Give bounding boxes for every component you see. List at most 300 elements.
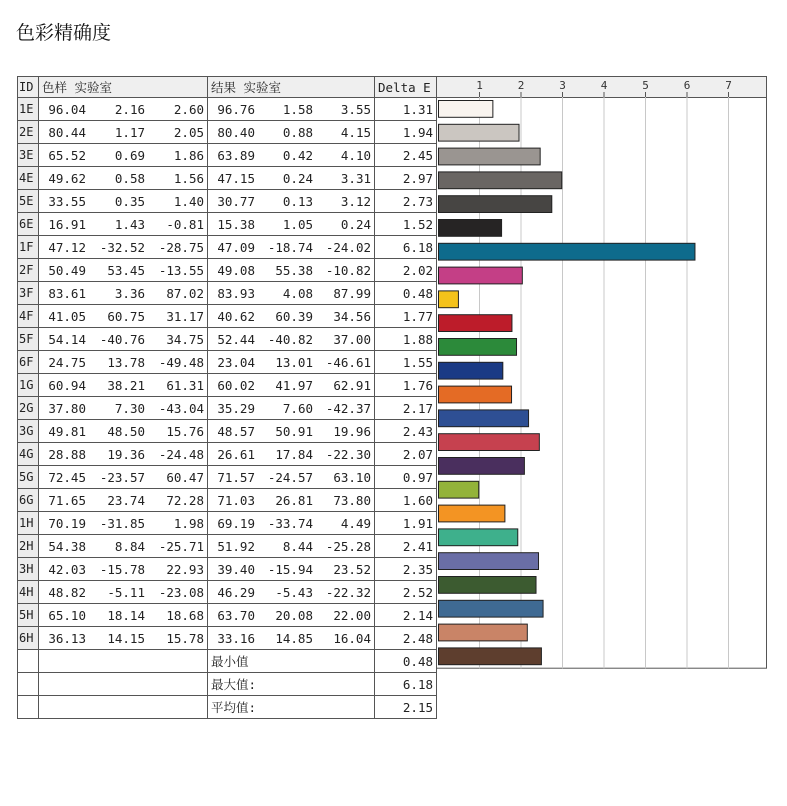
result-a-value: 1.05 [282, 216, 313, 232]
result-lab-values [208, 374, 375, 397]
result-b-value: -42.37 [325, 400, 371, 416]
sample-l-value: 54.38 [48, 538, 86, 554]
delta-e-value: 2.02 [375, 259, 437, 282]
bar-2g [439, 410, 529, 427]
table-row [18, 581, 437, 604]
result-a-value: -24.57 [267, 469, 313, 485]
bar-2f [439, 267, 523, 284]
result-l-value: 69.19 [217, 515, 255, 531]
result-a-value: 14.85 [275, 630, 313, 646]
result-lab-values [208, 397, 375, 420]
delta-e-table [17, 76, 437, 719]
sample-l-value: 70.19 [48, 515, 86, 531]
result-lab-values [208, 420, 375, 443]
result-a-value: 0.88 [282, 124, 313, 140]
table-row [18, 213, 437, 236]
table-row [18, 374, 437, 397]
bar-5h [439, 624, 528, 641]
patch-id: 3F [18, 282, 39, 305]
sample-lab-values [39, 351, 208, 374]
patch-id: 1E [18, 98, 39, 121]
sample-lab-values [39, 190, 208, 213]
sample-b-value: -28.75 [158, 239, 204, 255]
result-b-value: 16.04 [333, 630, 371, 646]
result-l-value: 63.70 [217, 607, 255, 623]
result-l-value: 47.09 [217, 239, 255, 255]
sample-l-value: 60.94 [48, 377, 86, 393]
sample-l-value: 72.45 [48, 469, 86, 485]
sample-lab-values [39, 512, 208, 535]
summary-row [18, 673, 437, 696]
result-lab-values [208, 305, 375, 328]
sample-a-value: -23.57 [99, 469, 145, 485]
tick-label: 1 [476, 79, 483, 92]
delta-e-value: 0.97 [375, 466, 437, 489]
result-l-value: 48.57 [217, 423, 255, 439]
sample-l-value: 71.65 [48, 492, 86, 508]
table-row [18, 420, 437, 443]
bar-1h [439, 529, 518, 546]
table-row [18, 144, 437, 167]
result-a-value: 1.58 [282, 101, 313, 117]
result-b-value: 3.55 [340, 101, 371, 117]
sample-lab-values [39, 167, 208, 190]
header-delta-e: Delta E [375, 77, 437, 98]
delta-e-value: 2.45 [375, 144, 437, 167]
patch-id: 5E [18, 190, 39, 213]
result-b-value: -25.28 [325, 538, 371, 554]
result-b-value: 19.96 [333, 423, 371, 439]
sample-a-value: 0.35 [114, 193, 145, 209]
sample-lab-values [39, 581, 208, 604]
result-l-value: 80.40 [217, 124, 255, 140]
sample-lab-values [39, 328, 208, 351]
delta-e-value: 1.76 [375, 374, 437, 397]
result-b-value: 4.49 [340, 515, 371, 531]
sample-a-value: 23.74 [107, 492, 145, 508]
summary-blank [18, 696, 39, 719]
sample-b-value: 87.02 [166, 285, 204, 301]
sample-a-value: -40.76 [99, 331, 145, 347]
result-a-value: 4.08 [282, 285, 313, 301]
delta-e-bar-chart [436, 76, 767, 797]
result-a-value: -33.74 [267, 515, 313, 531]
table-row [18, 627, 437, 650]
result-a-value: 0.13 [282, 193, 313, 209]
sample-b-value: 1.98 [173, 515, 204, 531]
result-b-value: 3.31 [340, 170, 371, 186]
bar-5f [439, 339, 517, 356]
table-row [18, 466, 437, 489]
sample-a-value: 1.43 [114, 216, 145, 232]
sample-l-value: 36.13 [48, 630, 86, 646]
delta-e-value: 1.55 [375, 351, 437, 374]
sample-lab-values [39, 604, 208, 627]
bar-1g [439, 386, 512, 403]
sample-a-value: 19.36 [107, 446, 145, 462]
result-a-value: -40.82 [267, 331, 313, 347]
sample-a-value: -32.52 [99, 239, 145, 255]
result-l-value: 96.76 [217, 101, 255, 117]
sample-b-value: 18.68 [166, 607, 204, 623]
result-lab-values [208, 144, 375, 167]
table-row [18, 443, 437, 466]
tick-label: 4 [600, 79, 608, 92]
sample-lab-values [39, 121, 208, 144]
sample-lab-values [39, 144, 208, 167]
sample-l-value: 41.05 [48, 308, 86, 324]
result-lab-values [208, 167, 375, 190]
result-b-value: -22.30 [325, 446, 371, 462]
result-a-value: 20.08 [275, 607, 313, 623]
sample-b-value: 1.86 [173, 147, 204, 163]
sample-l-value: 96.04 [48, 101, 86, 117]
bar-6h [439, 648, 542, 665]
delta-e-value: 2.97 [375, 167, 437, 190]
result-b-value: 62.91 [333, 377, 371, 393]
result-l-value: 60.02 [217, 377, 255, 393]
sample-a-value: 38.21 [107, 377, 145, 393]
sample-lab-values [39, 489, 208, 512]
summary-blank [39, 696, 208, 719]
tick-label: 3 [559, 79, 566, 92]
sample-lab-values [39, 236, 208, 259]
sample-b-value: 15.76 [166, 423, 204, 439]
result-b-value: 0.24 [340, 216, 371, 232]
result-a-value: -5.43 [275, 584, 313, 600]
result-l-value: 33.16 [217, 630, 255, 646]
result-lab-values [208, 535, 375, 558]
patch-id: 4E [18, 167, 39, 190]
result-l-value: 47.15 [217, 170, 255, 186]
result-lab-values [208, 98, 375, 121]
sample-lab-values [39, 535, 208, 558]
patch-id: 2F [18, 259, 39, 282]
patch-id: 5G [18, 466, 39, 489]
sample-l-value: 16.91 [48, 216, 86, 232]
sample-a-value: 7.30 [114, 400, 145, 416]
result-a-value: 26.81 [275, 492, 313, 508]
delta-e-value: 2.52 [375, 581, 437, 604]
summary-value: 6.18 [375, 673, 437, 696]
table-row [18, 489, 437, 512]
result-lab-values [208, 489, 375, 512]
result-a-value: -18.74 [267, 239, 313, 255]
summary-label: 最小值 [208, 650, 375, 673]
sample-lab-values [39, 420, 208, 443]
patch-id: 3H [18, 558, 39, 581]
header-id: ID [18, 77, 39, 98]
bar-4g [439, 458, 525, 475]
delta-e-value: 1.94 [375, 121, 437, 144]
delta-e-value: 2.17 [375, 397, 437, 420]
header-sample-lab: 色样 实验室 [39, 77, 208, 98]
result-a-value: 0.42 [282, 147, 313, 163]
table-row [18, 282, 437, 305]
result-lab-values [208, 512, 375, 535]
sample-b-value: 60.47 [166, 469, 204, 485]
delta-e-value: 2.48 [375, 627, 437, 650]
patch-id: 2H [18, 535, 39, 558]
sample-l-value: 65.52 [48, 147, 86, 163]
bar-5g [439, 481, 479, 498]
patch-id: 1F [18, 236, 39, 259]
patch-id: 1G [18, 374, 39, 397]
result-l-value: 51.92 [217, 538, 255, 554]
sample-b-value: 2.05 [173, 124, 204, 140]
result-b-value: -22.32 [325, 584, 371, 600]
sample-lab-values [39, 443, 208, 466]
delta-e-value: 2.14 [375, 604, 437, 627]
sample-b-value: 1.56 [173, 170, 204, 186]
bar-3g [439, 434, 540, 451]
sample-a-value: 0.58 [114, 170, 145, 186]
result-b-value: 4.10 [340, 147, 371, 163]
bar-3h [439, 577, 537, 594]
result-lab-values [208, 581, 375, 604]
sample-a-value: 18.14 [107, 607, 145, 623]
summary-blank [18, 673, 39, 696]
patch-id: 2G [18, 397, 39, 420]
result-a-value: 60.39 [275, 308, 313, 324]
result-b-value: -46.61 [325, 354, 371, 370]
result-l-value: 83.93 [217, 285, 255, 301]
table-row [18, 351, 437, 374]
summary-label: 平均值: [208, 696, 375, 719]
result-a-value: 55.38 [275, 262, 313, 278]
result-lab-values [208, 466, 375, 489]
result-l-value: 26.61 [217, 446, 255, 462]
result-l-value: 71.03 [217, 492, 255, 508]
sample-l-value: 42.03 [48, 561, 86, 577]
summary-row [18, 650, 437, 673]
delta-e-value: 1.91 [375, 512, 437, 535]
table-row [18, 328, 437, 351]
patch-id: 5F [18, 328, 39, 351]
result-l-value: 71.57 [217, 469, 255, 485]
bar-6f [439, 362, 503, 379]
sample-lab-values [39, 305, 208, 328]
patch-id: 6G [18, 489, 39, 512]
bar-2h [439, 553, 539, 570]
result-lab-values [208, 213, 375, 236]
result-lab-values [208, 351, 375, 374]
result-b-value: 34.56 [333, 308, 371, 324]
patch-id: 3E [18, 144, 39, 167]
result-b-value: -24.02 [325, 239, 371, 255]
sample-b-value: 2.60 [173, 101, 204, 117]
summary-value: 2.15 [375, 696, 437, 719]
table-row [18, 305, 437, 328]
sample-b-value: -25.71 [158, 538, 204, 554]
header-result-lab: 结果 实验室 [208, 77, 375, 98]
sample-lab-values [39, 558, 208, 581]
sample-a-value: 3.36 [114, 285, 145, 301]
tick-label: 5 [642, 79, 649, 92]
result-b-value: 22.00 [333, 607, 371, 623]
sample-a-value: 13.78 [107, 354, 145, 370]
sample-lab-values [39, 397, 208, 420]
result-l-value: 39.40 [217, 561, 255, 577]
sample-b-value: 34.75 [166, 331, 204, 347]
sample-lab-values [39, 466, 208, 489]
sample-l-value: 33.55 [48, 193, 86, 209]
result-b-value: 23.52 [333, 561, 371, 577]
delta-e-value: 1.88 [375, 328, 437, 351]
result-a-value: 8.44 [282, 538, 313, 554]
delta-e-value: 1.52 [375, 213, 437, 236]
sample-a-value: 14.15 [107, 630, 145, 646]
sample-a-value: 8.84 [114, 538, 145, 554]
sample-lab-values [39, 627, 208, 650]
result-b-value: 37.00 [333, 331, 371, 347]
table-row [18, 535, 437, 558]
summary-value: 0.48 [375, 650, 437, 673]
result-lab-values [208, 443, 375, 466]
sample-a-value: 2.16 [114, 101, 145, 117]
sample-b-value: 72.28 [166, 492, 204, 508]
result-l-value: 52.44 [217, 331, 255, 347]
result-b-value: 63.10 [333, 469, 371, 485]
sample-b-value: -0.81 [166, 216, 204, 232]
result-lab-values [208, 558, 375, 581]
result-lab-values [208, 328, 375, 351]
result-l-value: 49.08 [217, 262, 255, 278]
sample-a-value: 60.75 [107, 308, 145, 324]
patch-id: 5H [18, 604, 39, 627]
page-title: 色彩精确度 [16, 22, 112, 44]
bar-2e [439, 124, 520, 141]
patch-id: 6F [18, 351, 39, 374]
bar-3e [439, 148, 541, 165]
bar-1e [439, 101, 493, 118]
result-l-value: 30.77 [217, 193, 255, 209]
summary-blank [39, 673, 208, 696]
sample-b-value: 31.17 [166, 308, 204, 324]
result-lab-values [208, 121, 375, 144]
sample-a-value: 53.45 [107, 262, 145, 278]
sample-a-value: -5.11 [107, 584, 145, 600]
sample-b-value: -49.48 [158, 354, 204, 370]
sample-lab-values [39, 98, 208, 121]
sample-l-value: 28.88 [48, 446, 86, 462]
result-lab-values [208, 190, 375, 213]
sample-b-value: -43.04 [158, 400, 204, 416]
result-l-value: 63.89 [217, 147, 255, 163]
patch-id: 6E [18, 213, 39, 236]
patch-id: 3G [18, 420, 39, 443]
result-a-value: 17.84 [275, 446, 313, 462]
result-l-value: 46.29 [217, 584, 255, 600]
sample-lab-values [39, 213, 208, 236]
summary-blank [39, 650, 208, 673]
sample-l-value: 48.82 [48, 584, 86, 600]
table-row [18, 604, 437, 627]
sample-lab-values [39, 374, 208, 397]
sample-l-value: 83.61 [48, 285, 86, 301]
sample-b-value: -13.55 [158, 262, 204, 278]
sample-b-value: -24.48 [158, 446, 204, 462]
sample-a-value: 1.17 [114, 124, 145, 140]
delta-e-value: 2.73 [375, 190, 437, 213]
sample-lab-values [39, 259, 208, 282]
sample-l-value: 49.62 [48, 170, 86, 186]
delta-e-value: 2.41 [375, 535, 437, 558]
patch-id: 2E [18, 121, 39, 144]
result-lab-values [208, 259, 375, 282]
result-b-value: 3.12 [340, 193, 371, 209]
result-a-value: 7.60 [282, 400, 313, 416]
table-row [18, 259, 437, 282]
delta-e-value: 1.77 [375, 305, 437, 328]
table-row [18, 98, 437, 121]
sample-a-value: 48.50 [107, 423, 145, 439]
sample-l-value: 54.14 [48, 331, 86, 347]
sample-l-value: 50.49 [48, 262, 86, 278]
table-row [18, 512, 437, 535]
delta-e-value: 1.31 [375, 98, 437, 121]
sample-lab-values [39, 282, 208, 305]
result-l-value: 15.38 [217, 216, 255, 232]
result-a-value: 50.91 [275, 423, 313, 439]
patch-id: 6H [18, 627, 39, 650]
sample-l-value: 49.81 [48, 423, 86, 439]
result-lab-values [208, 282, 375, 305]
result-b-value: -10.82 [325, 262, 371, 278]
tick-label: 2 [517, 79, 525, 92]
table-row [18, 167, 437, 190]
bar-4h [439, 600, 544, 617]
bar-1f [439, 243, 695, 260]
sample-b-value: -23.08 [158, 584, 204, 600]
table-row [18, 236, 437, 259]
delta-e-value: 2.35 [375, 558, 437, 581]
bar-5e [439, 196, 552, 213]
delta-e-value: 0.48 [375, 282, 437, 305]
result-b-value: 4.15 [340, 124, 371, 140]
result-lab-values [208, 627, 375, 650]
sample-a-value: -15.78 [99, 561, 145, 577]
sample-b-value: 1.40 [173, 193, 204, 209]
bar-4f [439, 315, 512, 332]
table-row [18, 121, 437, 144]
sample-b-value: 15.78 [166, 630, 204, 646]
result-b-value: 87.99 [333, 285, 371, 301]
bar-6e [439, 220, 502, 237]
delta-e-value: 2.07 [375, 443, 437, 466]
summary-blank [18, 650, 39, 673]
bar-4e [439, 172, 562, 189]
delta-e-value: 6.18 [375, 236, 437, 259]
sample-l-value: 24.75 [48, 354, 86, 370]
result-a-value: 13.01 [275, 354, 313, 370]
result-a-value: 41.97 [275, 377, 313, 393]
sample-a-value: -31.85 [99, 515, 145, 531]
sample-l-value: 80.44 [48, 124, 86, 140]
delta-e-value: 1.60 [375, 489, 437, 512]
patch-id: 4G [18, 443, 39, 466]
sample-l-value: 37.80 [48, 400, 86, 416]
tick-label: 7 [725, 79, 732, 92]
bar-6g [439, 505, 505, 522]
result-a-value: -15.94 [267, 561, 313, 577]
bar-3f [439, 291, 459, 308]
sample-b-value: 22.93 [166, 561, 204, 577]
sample-l-value: 47.12 [48, 239, 86, 255]
sample-l-value: 65.10 [48, 607, 86, 623]
delta-e-value: 2.43 [375, 420, 437, 443]
summary-row [18, 696, 437, 719]
